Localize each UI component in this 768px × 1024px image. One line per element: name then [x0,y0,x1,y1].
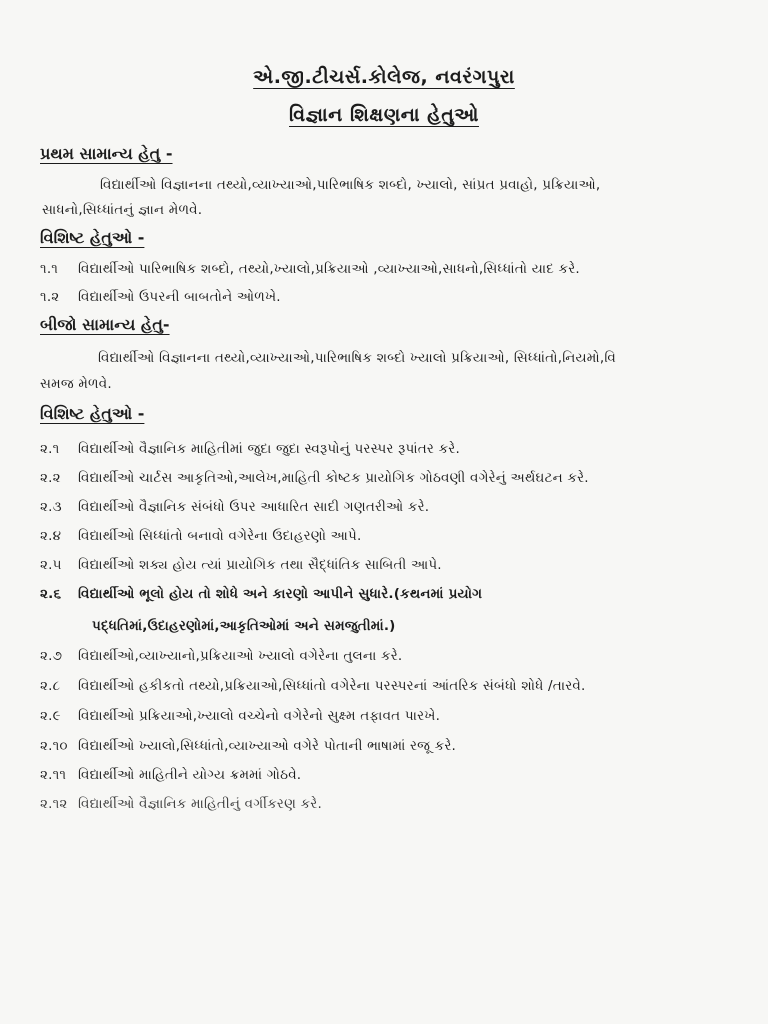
specific2-item [40,796,322,812]
item-number: ૨.૪ [40,528,62,544]
item-number: ૨.૧ [40,441,60,457]
specific2-item [40,738,456,754]
specific2-item [40,708,440,724]
specific2-item [40,528,361,544]
first-general-para-line2: સાધનો,સિધ્ધાંતનું જ્ઞાન મેળવે. [42,202,203,218]
item-text: વિદ્યાર્થીઓ ખ્યાલો,સિધ્ધાંતો,વ્યાખ્યાઓ વગેરે પોતાની ભાષામાં રજૂ કરે. [78,738,457,754]
item-text: વિદ્યાર્થીઓ,વ્યાખ્યાનો,પ્રક્રિયાઓ ખ્યાલો વગેરેના તુલના કરે. [78,648,403,664]
first-general-heading: પ્રથમ સામાન્ય હેતુ - [40,144,173,163]
item-number: ૨.૬ [40,586,62,602]
item-number: ૨.૨ [40,470,61,486]
item-number: ૨.૧૨ [40,796,68,812]
item-number: ૧.૧ [40,261,59,277]
specific2-item-continuation [92,618,396,634]
item-number: ૨.૩ [40,499,62,515]
second-general-para-line1: વિદ્યાર્થીઓ વિજ્ઞાનના તથ્યો,વ્યાખ્યાઓ,પારિભાષિક શબ્દો ખ્યાલો પ્રક્રિયાઓ, સિધ્ધાંતો,નિયમો,વિ [98,350,617,366]
item-text: પદ્ધતિમાં,ઉદાહરણોમાં,આકૃતિઓમાં અને સમજુતીમાં.) [92,618,396,634]
specific2-item [40,499,429,515]
college-title: એ.જી.ટીચર્સ.કોલેજ, નવરંગપુરા [253,66,515,88]
item-text: વિદ્યાર્થીઓ વૈજ્ઞાનિક માહિતીનું વર્ગીકરણ કરે. [78,796,322,812]
specific2-item [40,557,442,573]
item-number: ૨.૮ [40,678,61,694]
specific1-item [40,261,580,277]
item-text: વિદ્યાર્થીઓ ભૂલો હોય તો શોધે અને કારણો આપીને સુધારે.(કથનમાં પ્રયોગ [78,586,483,602]
specific1-item [40,289,281,305]
item-text: વિદ્યાર્થીઓ પારિભાષિક શબ્દો, તથ્યો,ખ્યાલો,પ્રક્રિયાઓ ,વ્યાખ્યાઓ,સાધનો,સિધ્ધાંતો યાદ કરે. [78,261,580,277]
item-text: વિદ્યાર્થીઓ ઉપરની બાબતોને ઓળખે. [78,289,281,305]
item-number: ૨.૯ [40,708,61,724]
second-general-para-line2: સમજ મેળવે. [40,376,112,392]
specific2-item [40,441,460,457]
specific2-item [40,470,589,486]
item-text: વિદ્યાર્થીઓ વૈજ્ઞાનિક સંબંધો ઉપર આધારિત સાદી ગણતરીઓ કરે. [78,499,430,515]
item-number: ૨.૭ [40,648,63,664]
second-general-heading: બીજો સામાન્ય હેતુ- [40,315,170,334]
specific2-item [40,678,586,694]
item-text: વિદ્યાર્થીઓ ચાર્ટસ આકૃતિઓ,આલેખ,માહિતી કોષ્ટક પ્રાયોગિક ગોઠવણી વગેરેનું અર્થઘટન કરે. [78,470,589,486]
item-text: વિદ્યાર્થીઓ હકીકતો તથ્યો,પ્રક્રિયાઓ,સિધ્ધાંતો વગેરેના પરસ્પરનાં આંતરિક સંબંધો શોધે /તારવે. [78,678,586,694]
item-number: ૨.૫ [40,557,62,573]
subject-title: વિજ્ઞાન શિક્ષણના હેતુઓ [289,104,479,126]
specific2-heading: વિશિષ્ટ હેતુઓ - [40,404,145,423]
first-general-para-line1: વિદ્યાર્થીઓ વિજ્ઞાનના તથ્યો,વ્યાખ્યાઓ,પારિભાષિક શબ્દો, ખ્યાલો, સાંપ્રત પ્રવાહો, પ્રક્રિયાઓ, [100,177,601,193]
specific2-item [40,586,482,602]
item-number: ૧.૨ [40,289,60,305]
item-text: વિદ્યાર્થીઓ શક્ય હોય ત્યાં પ્રાયોગિક તથા સૈદ્ધાંતિક સાબિતી આપે. [78,557,442,573]
item-number: ૨.૧૧ [40,767,67,783]
item-text: વિદ્યાર્થીઓ માહિતીને યોગ્ય ક્રમમાં ગોઠવે. [78,767,302,783]
item-number: ૨.૧૦ [40,738,68,754]
item-text: વિદ્યાર્થીઓ પ્રક્રિયાઓ,ખ્યાલો વચ્ચેનો વગેરેનો સુક્ષ્મ તફાવત પારખે. [78,708,441,724]
specific1-heading: વિશિષ્ટ હેતુઓ - [40,228,145,247]
item-text: વિદ્યાર્થીઓ વૈજ્ઞાનિક માહિતીમાં જુદા જુદા સ્વરૂપોનું પરસ્પર રૂપાંતર કરે. [78,441,460,457]
specific2-item [40,648,402,664]
item-text: વિદ્યાર્થીઓ સિધ્ધાંતો બનાવો વગેરેના ઉદાહરણો આપે. [78,528,362,544]
specific2-item [40,767,301,783]
